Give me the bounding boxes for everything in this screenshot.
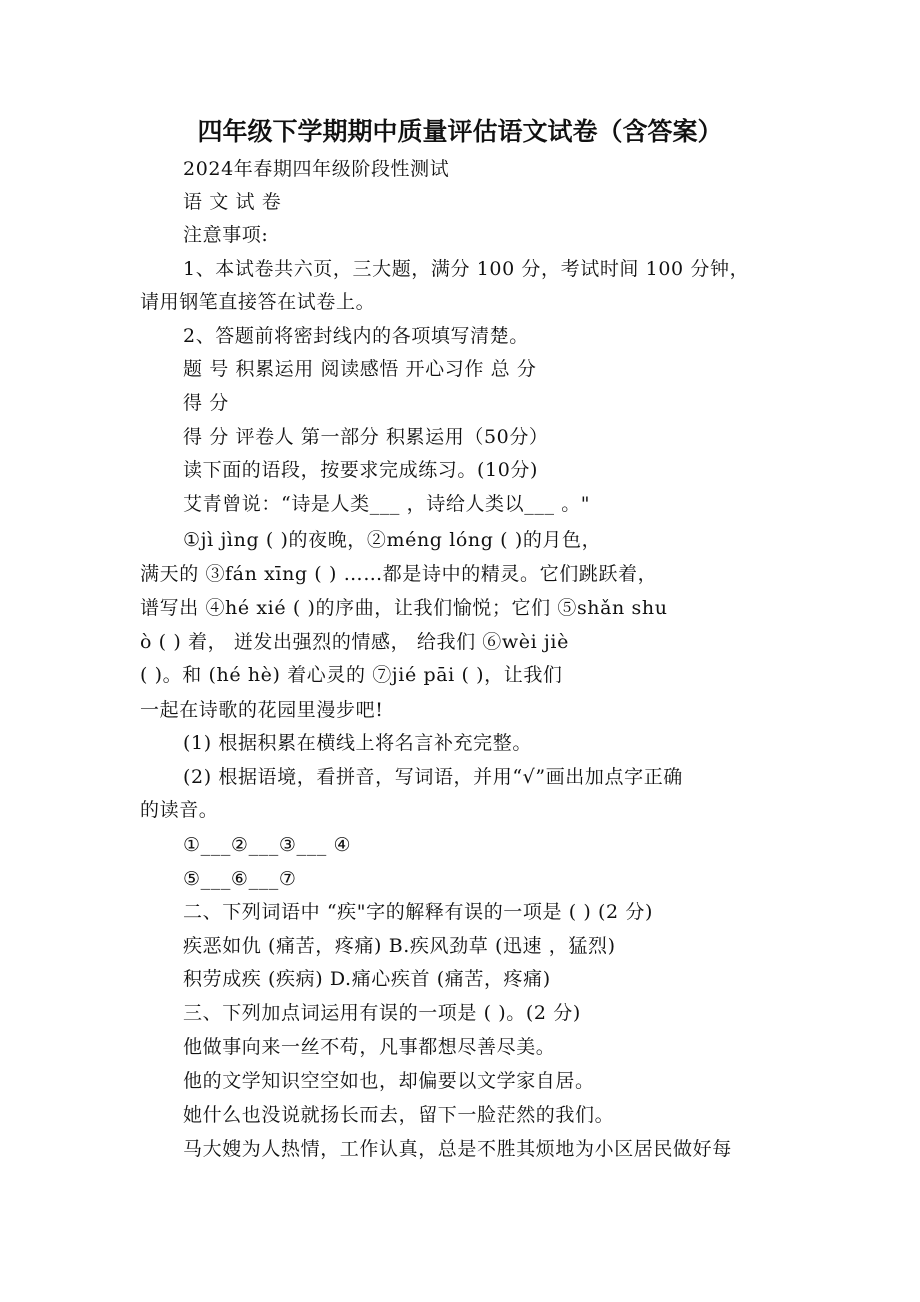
text-line: (2) 根据语境，看拼音，写词语，并用“√”画出加点字正确 [183, 766, 683, 788]
text-line: 马大嫂为人热情，工作认真，总是不胜其烦地为小区居民做好每 [183, 1138, 732, 1160]
text-line: 2024年春期四年级阶段性测试 [183, 158, 450, 180]
text-line: 得 分 评卷人 第一部分 积累运用（50分） [183, 426, 549, 448]
text-line: 语 文 试 卷 [183, 191, 282, 213]
text-line: 读下面的语段，按要求完成练习。(10分) [183, 459, 539, 481]
text-line: 请用钢笔直接答在试卷上。 [140, 291, 376, 313]
text-line: 一起在诗歌的花园里漫步吧! [140, 699, 384, 721]
text-line: (1) 根据积累在横线上将名言补充完整。 [183, 732, 532, 754]
text-line: 她什么也没说就扬长而去，留下一脸茫然的我们。 [183, 1104, 615, 1126]
text-line: 疾恶如仇 (痛苦，疼痛) B.疾风劲草 (迅速 ，猛烈) [183, 935, 616, 957]
text-line: 积劳成疾 (疾病) D.痛心疾首 (痛苦，疼痛) [183, 968, 551, 990]
text-line: ①___②___③___ ④ [183, 834, 352, 856]
text-line: 三、下列加点词运用有误的一项是 ( )。(2 分) [183, 1002, 581, 1024]
text-line: 2、答题前将密封线内的各项填写清楚。 [183, 325, 529, 347]
document-title: 四年级下学期期中质量评估语文试卷（含答案） [197, 117, 723, 146]
text-line: 题 号 积累运用 阅读感悟 开心习作 总 分 [183, 358, 537, 380]
text-line: 得 分 [183, 392, 229, 414]
text-line: 二、下列词语中 “疾"字的解释有误的一项是 ( ) (2 分) [183, 901, 653, 923]
text-line: 1、本试卷共六页，三大题，满分 100 分，考试时间 100 分钟， [183, 258, 750, 280]
text-line: 的读音。 [140, 799, 219, 821]
text-line: 注意事项: [183, 224, 269, 246]
text-line: 谱写出 ④hé xié ( )的序曲，让我们愉悦；它们 ⑤shǎn shu [140, 597, 668, 619]
text-line: 他做事向来一丝不苟，凡事都想尽善尽美。 [183, 1036, 556, 1058]
text-line: 他的文学知识空空如也，却偏要以文学家自居。 [183, 1070, 595, 1092]
text-line: ò ( ) 着， 迸发出强烈的情感， 给我们 ⑥wèi jiè [140, 631, 569, 653]
text-line: ( )。和 (hé hè) 着心灵的 ⑦jié pāi ( )，让我们 [140, 664, 563, 686]
text-line: ⑤___⑥___⑦ [183, 868, 297, 890]
text-line: 满天的 ③fán xīng ( ) ……都是诗中的精灵。它们跳跃着， [140, 563, 658, 585]
text-line: ①jì jìng ( )的夜晚，②méng lóng ( )的月色， [183, 529, 602, 551]
text-line: 艾青曾说：“诗是人类___ ，诗给人类以___ 。" [183, 493, 591, 515]
